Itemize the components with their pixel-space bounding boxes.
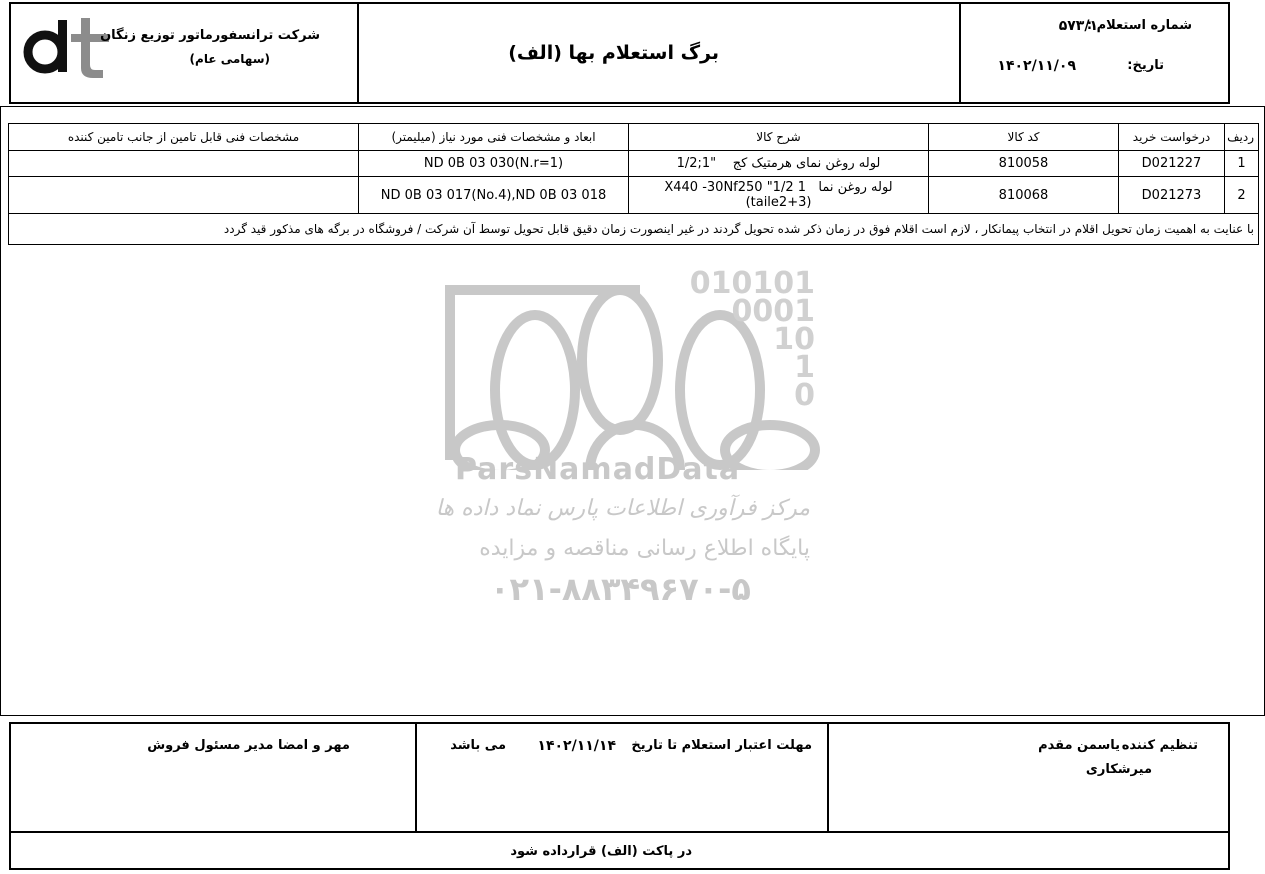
watermark-phone: ۰۲۱-۸۸۳۴۹۶۷۰-۵ (490, 570, 751, 608)
item-code: 810058 (929, 151, 1119, 177)
item-description-size: X440 -30Nf250 "1/2 1 (664, 180, 806, 195)
table-header-row (9, 124, 1259, 151)
delivery-note: با عنایت به اهمیت زمان تحویل اقلام در انتخاب پیمانکار ، لازم است اقلام فوق در زمان ذکر شده تحویل گردند در غیر اینصورت زمان دقیق قابل تحویل توسط آن شرکت / فروشگاه در برگه های مذکور قید گردد (9, 214, 1259, 245)
document-header (9, 2, 1230, 104)
purchase-request: D021227 (1119, 151, 1225, 177)
table-note-row (9, 214, 1259, 245)
column-header: مشخصات فنی قابل تامین از جانب تامین کننده (9, 124, 359, 151)
footer-hline (11, 831, 1228, 833)
table-row (9, 177, 1259, 214)
inquiry-number-label: شماره استعلام : (1086, 18, 1192, 33)
column-header: کد کالا (929, 124, 1119, 151)
header-divider (357, 4, 359, 102)
row-number: 1 (1225, 151, 1259, 177)
item-spec: ND 0B 03 030(N.r=1) (359, 151, 629, 177)
watermark-digit-line: 10 (773, 322, 815, 357)
item-description (629, 177, 929, 214)
prepared-by-label: تنظیم کننده (1121, 738, 1198, 753)
watermark-digit-line: 1 (794, 350, 815, 385)
header-divider (959, 4, 961, 102)
validity-date: ۱۴۰۲/۱۱/۱۴ (537, 738, 616, 754)
purchase-request: D021273 (1119, 177, 1225, 214)
table-row (9, 151, 1259, 177)
form-title: برگ استعلام بها (الف) (508, 42, 719, 64)
column-header: درخواست خرید (1119, 124, 1225, 151)
column-header: ابعاد و مشخصات فنی مورد نیاز (میلیمتر) (359, 124, 629, 151)
company-type: (سهامی عام) (189, 52, 270, 66)
row-number: 2 (1225, 177, 1259, 214)
company-logo (23, 14, 115, 80)
watermark-digits (689, 266, 815, 413)
date-value: ۱۴۰۲/۱۱/۰۹ (997, 58, 1076, 74)
inquiry-number: ۵۷۳/۱ (1058, 18, 1098, 34)
prepared-by-name: یاسمن مقدم (1038, 738, 1120, 753)
signature-label: مهر و امضا مدیر مسئول فروش (147, 738, 350, 753)
validity-suffix: می باشد (450, 738, 506, 753)
watermark-digit-line: 010101 (689, 266, 815, 301)
watermark (430, 260, 830, 620)
watermark-digit-line: 0001 (731, 294, 815, 329)
envelope-note: در پاکت (الف) قرارداده شود (510, 844, 692, 859)
watermark-line2: پایگاه اطلاع رسانی مناقصه و مزایده (479, 536, 810, 561)
items-table (8, 123, 1259, 245)
column-header: شرح کالا (629, 124, 929, 151)
column-header: ردیف (1225, 124, 1259, 151)
item-description-size: 1/2;1" (676, 156, 717, 171)
item-description (629, 151, 929, 177)
footer-divider (827, 724, 829, 832)
item-description-fa: لوله روغن نمای هرمتیک کج (732, 156, 881, 171)
document-footer (9, 722, 1230, 870)
watermark-line1: مرکز فرآوری اطلاعات پارس نماد داده ها (435, 496, 810, 521)
supplier-spec (9, 177, 359, 214)
footer-divider (415, 724, 417, 832)
prepared-by-name-2: میرشکاری (1085, 762, 1152, 777)
company-name: شرکت ترانسفورماتور توزیع زنگان (100, 28, 320, 43)
item-description-size-2: (taile2+3) (745, 195, 812, 210)
item-spec: ND 0B 03 017(No.4),ND 0B 03 018 (359, 177, 629, 214)
watermark-digit-line: 0 (794, 378, 815, 413)
supplier-spec (9, 151, 359, 177)
validity-label: مهلت اعتبار استعلام تا تاریخ (631, 738, 812, 753)
watermark-brand: ParsNamadData (455, 452, 741, 487)
date-label: تاریخ: (1127, 58, 1164, 73)
item-code: 810068 (929, 177, 1119, 214)
item-description-fa: لوله روغن نما (818, 180, 893, 195)
